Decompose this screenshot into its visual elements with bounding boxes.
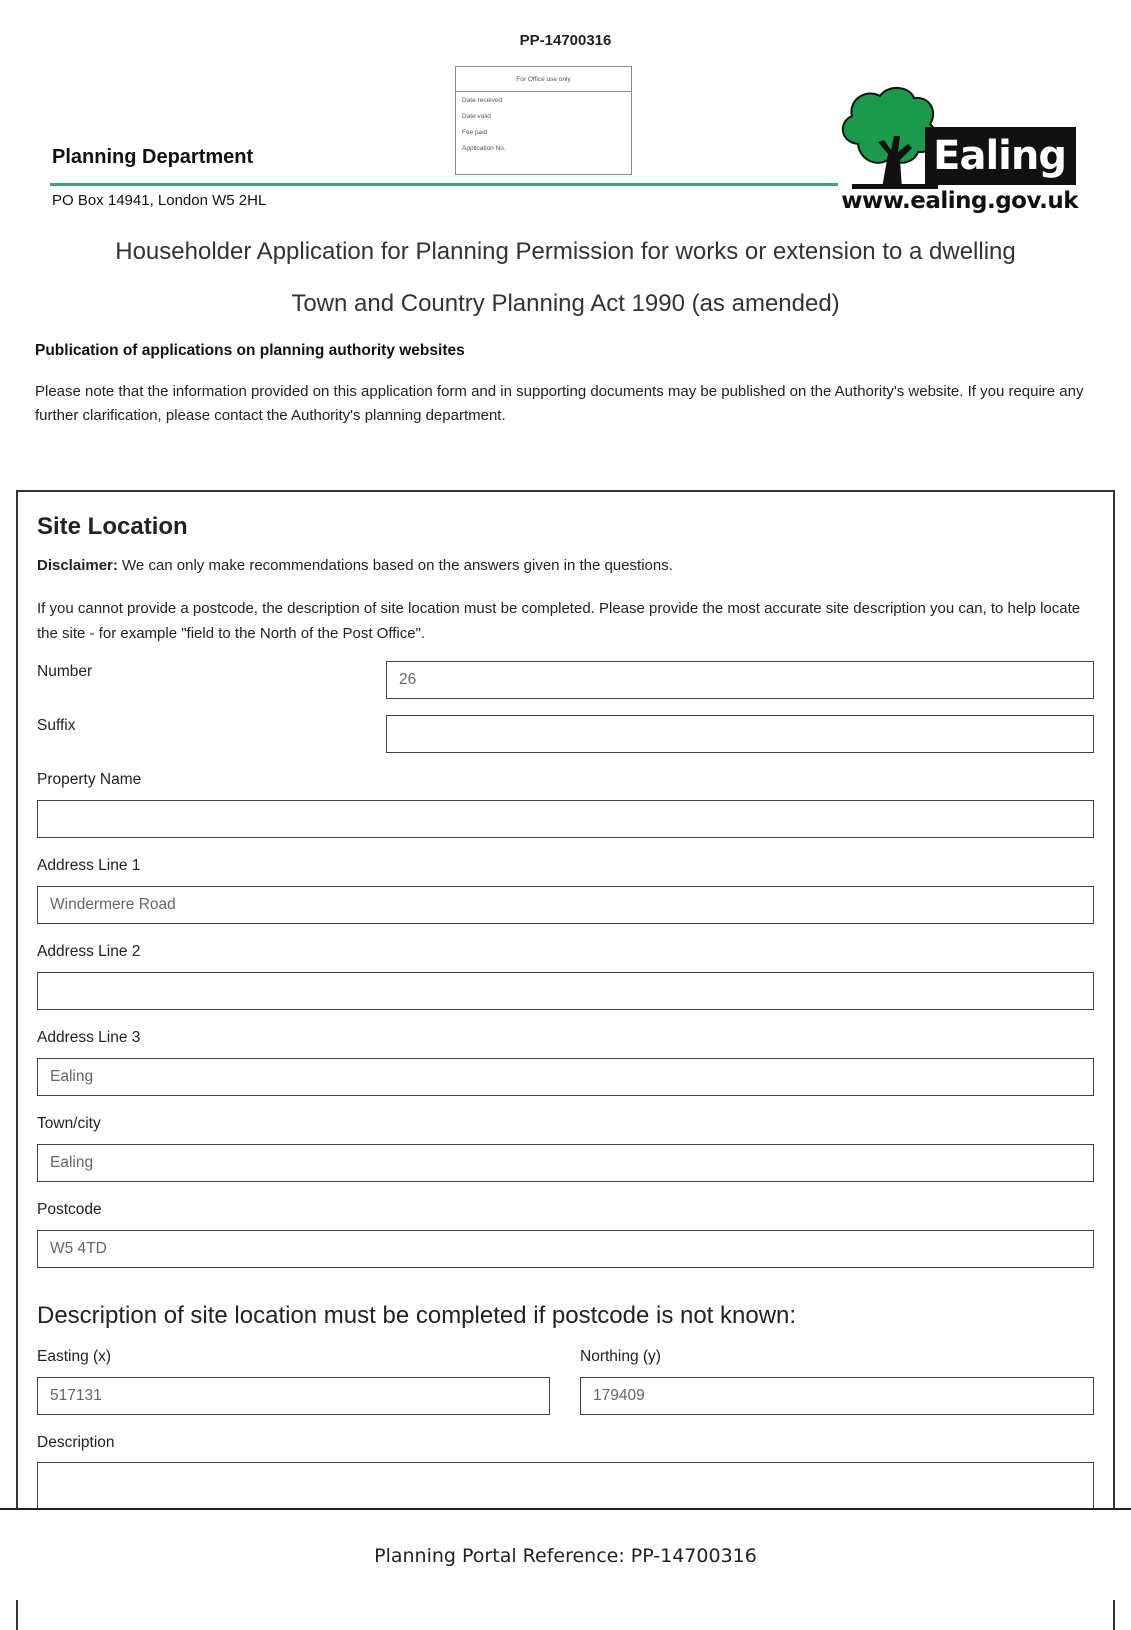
publication-heading: Publication of applications on planning authority websites (35, 342, 465, 359)
easting-field[interactable]: 517131 (37, 1377, 550, 1415)
disclaimer (37, 557, 673, 574)
northing-label: Northing (y) (580, 1348, 661, 1365)
town-city-label: Town/city (37, 1115, 101, 1132)
address-line-1-label: Address Line 1 (37, 857, 141, 874)
office-box-line: Application No. (462, 145, 506, 152)
ealing-website-link[interactable]: www.ealing.gov.uk (841, 188, 1078, 214)
footer-reference: Planning Portal Reference: PP-14700316 (374, 1545, 757, 1567)
form-title: Householder Application for Planning Permission for works or extension to a dwelling (115, 238, 1016, 265)
address-line-2-field[interactable] (37, 972, 1094, 1010)
office-box-title: For Office use only (456, 67, 631, 92)
office-box-line: Date received (462, 97, 503, 104)
number-label: Number (37, 663, 93, 680)
publication-text: Please note that the information provided on this application form and in supporting documents may be published on the Authority's website. If you require any further clarification, please contact the Authority's planning department. (35, 383, 1084, 424)
reference-number: PP-14700316 (519, 32, 612, 49)
address-line-2-label: Address Line 2 (37, 943, 141, 960)
number-field[interactable]: 26 (386, 661, 1094, 699)
section-title: Site Location (37, 513, 188, 540)
disclaimer-text: We can only make recommendations based on the answers given in the questions. (117, 557, 673, 574)
description-heading: Description of site location must be completed if postcode is not known: (37, 1302, 797, 1329)
property-name-label: Property Name (37, 771, 142, 788)
footer-divider (0, 1508, 1131, 1510)
office-use-box (455, 66, 632, 175)
office-box-line: Fee paid (462, 129, 488, 136)
northing-field[interactable]: 179409 (580, 1377, 1094, 1415)
town-city-field[interactable]: Ealing (37, 1144, 1094, 1182)
act-title: Town and Country Planning Act 1990 (as amended) (291, 290, 840, 317)
site-location-instructions: If you cannot provide a postcode, the description of site location must be completed. Please provide the most accurate site description you can, to help locate the site - for example "field to the North of the Post Office". (37, 600, 1081, 642)
easting-label: Easting (x) (37, 1348, 112, 1365)
address-line-1-field[interactable]: Windermere Road (37, 886, 1094, 924)
department-name: Planning Department (52, 146, 254, 168)
postcode-field[interactable]: W5 4TD (37, 1230, 1094, 1268)
address-line-3-field[interactable]: Ealing (37, 1058, 1094, 1096)
property-name-field[interactable] (37, 800, 1094, 838)
postcode-label: Postcode (37, 1201, 102, 1218)
ealing-logo-wordmark: Ealing (925, 127, 1076, 185)
office-box-line: Date valid (462, 113, 491, 120)
suffix-field[interactable] (386, 715, 1094, 753)
department-address: PO Box 14941, London W5 2HL (52, 192, 267, 209)
description-label: Description (37, 1434, 115, 1451)
address-line-3-label: Address Line 3 (37, 1029, 141, 1046)
disclaimer-label: Disclaimer: (37, 557, 118, 574)
header-divider (50, 183, 838, 186)
suffix-label: Suffix (37, 717, 76, 734)
